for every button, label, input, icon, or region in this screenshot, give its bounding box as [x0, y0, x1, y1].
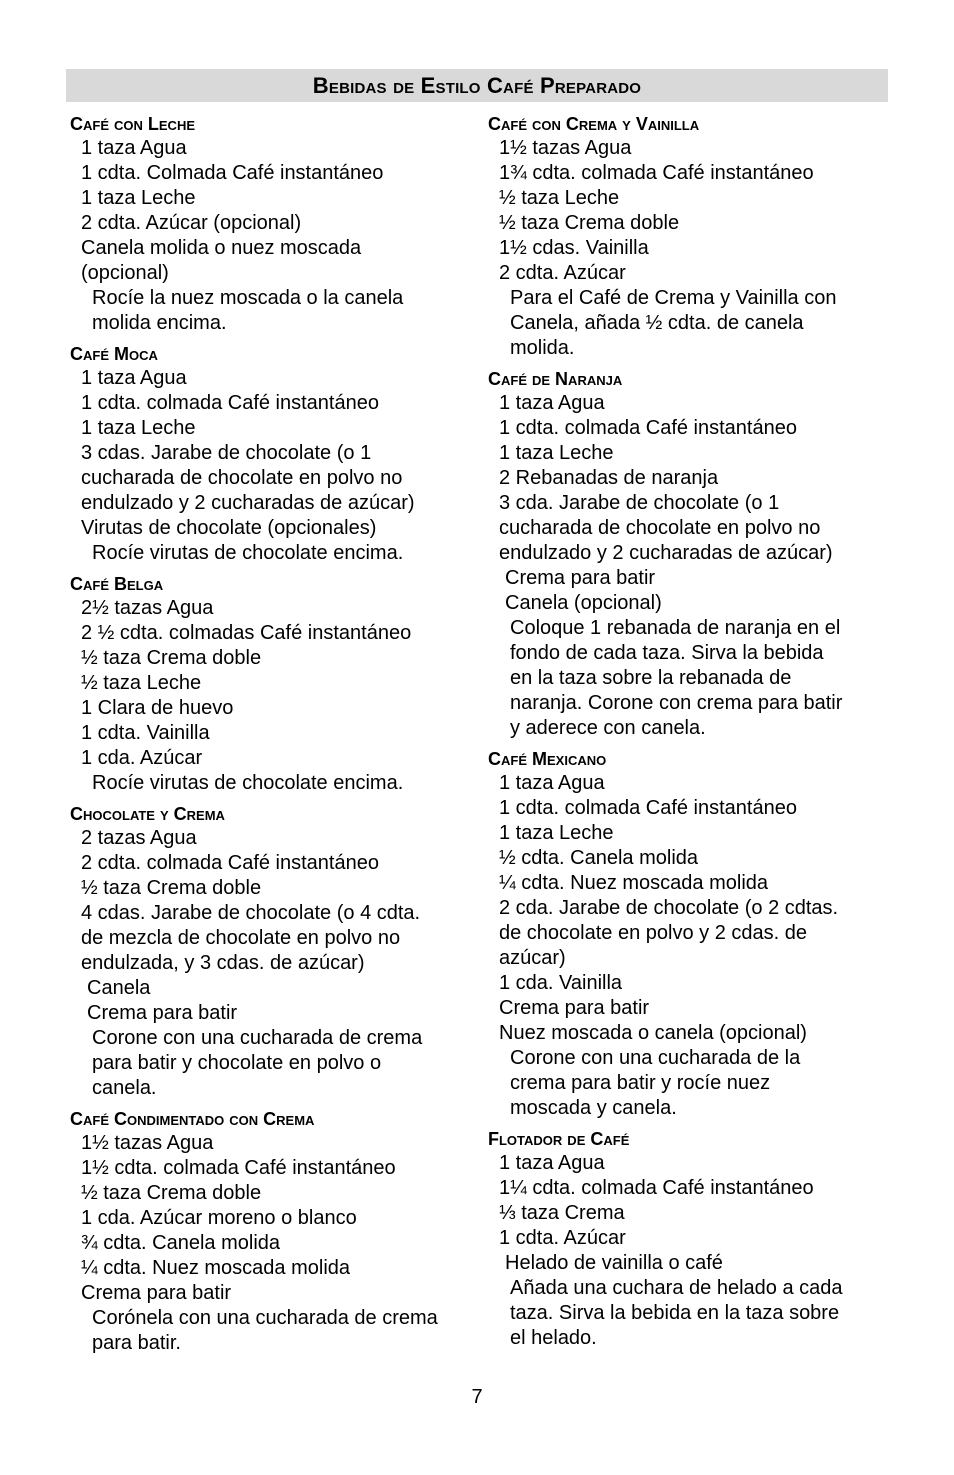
ingredient-line: ¼ cdta. Nuez moscada molida: [499, 872, 769, 894]
page-title: Bebidas de Estilo Café Preparado: [312, 73, 642, 98]
instruction-line: molida.: [510, 337, 575, 359]
instruction-line: Añada una cuchara de helado a cada: [510, 1277, 843, 1299]
ingredient-line: ¾ cdta. Canela molida: [81, 1232, 281, 1254]
ingredient-line: ⅓ taza Crema: [499, 1202, 625, 1224]
ingredient-line: 2 ½ cdta. colmadas Café instantáneo: [81, 622, 412, 644]
right-column: [488, 113, 883, 1358]
ingredient-line: ½ taza Crema doble: [499, 212, 680, 234]
instruction-line: crema para batir y rocíe nuez: [510, 1072, 771, 1094]
ingredient-line: ½ taza Crema doble: [81, 1182, 262, 1204]
ingredient-line: ½ taza Crema doble: [81, 877, 262, 899]
ingredient-line: azúcar): [499, 947, 566, 969]
ingredient-line: ¼ cdta. Nuez moscada molida: [81, 1257, 351, 1279]
recipe-title: Café Mexicano: [488, 749, 607, 769]
instruction-line: Corone con una cucharada de crema: [92, 1027, 423, 1049]
ingredient-line: endulzado y 2 cucharadas de azúcar): [499, 542, 833, 564]
ingredient-line: Crema para batir: [87, 1002, 238, 1024]
ingredient-line: 1 taza Leche: [81, 417, 196, 439]
ingredient-line: 2 Rebanadas de naranja: [499, 467, 719, 489]
ingredient-line: 1 cdta. Colmada Café instantáneo: [81, 162, 384, 184]
ingredient-line: 3 cda. Jarabe de chocolate (o 1: [499, 492, 780, 514]
recipe-cafe-mexicano: [488, 748, 883, 1121]
ingredient-line: ½ cdta. Canela molida: [499, 847, 699, 869]
recipe-title: Chocolate y Crema: [70, 804, 225, 824]
ingredient-line: ½ taza Crema doble: [81, 647, 262, 669]
ingredient-line: 1 cdta. colmada Café instantáneo: [81, 392, 379, 414]
instruction-line: en la taza sobre la rebanada de: [510, 667, 792, 689]
instruction-line: taza. Sirva la bebida en la taza sobre: [510, 1302, 840, 1324]
ingredient-line: (opcional): [81, 262, 169, 284]
ingredient-line: Crema para batir: [81, 1282, 232, 1304]
instruction-line: Corone con una cucharada de la: [510, 1047, 801, 1069]
ingredient-line: 2 tazas Agua: [81, 827, 197, 849]
ingredient-line: 1 taza Leche: [81, 187, 196, 209]
recipe-cafe-de-naranja: [488, 368, 883, 741]
ingredient-line: cucharada de chocolate en polvo no: [81, 467, 403, 489]
ingredient-line: 2½ tazas Agua: [81, 597, 214, 619]
ingredient-line: 2 cdta. colmada Café instantáneo: [81, 852, 379, 874]
ingredient-line: endulzado y 2 cucharadas de azúcar): [81, 492, 415, 514]
ingredient-line: Helado de vainilla o café: [505, 1252, 723, 1274]
instruction-line: Rocíe la nuez moscada o la canela: [92, 287, 404, 309]
recipe-title: Café Moca: [70, 344, 158, 364]
ingredient-line: 4 cdas. Jarabe de chocolate (o 4 cdta.: [81, 902, 421, 924]
ingredient-line: Canela: [87, 977, 151, 999]
ingredient-line: 1 taza Leche: [499, 442, 614, 464]
ingredient-line: 1½ cdta. colmada Café instantáneo: [81, 1157, 396, 1179]
ingredient-line: ½ taza Leche: [81, 672, 202, 694]
instruction-line: para batir.: [92, 1332, 181, 1354]
ingredient-line: 1½ tazas Agua: [81, 1132, 214, 1154]
instruction-line: el helado.: [510, 1327, 597, 1349]
ingredient-line: 3 cdas. Jarabe de chocolate (o 1: [81, 442, 372, 464]
ingredient-line: 2 cdta. Azúcar (opcional): [81, 212, 302, 234]
instruction-line: Para el Café de Crema y Vainilla con: [510, 287, 837, 309]
ingredient-line: 2 cdta. Azúcar: [499, 262, 626, 284]
instruction-line: Rocíe virutas de chocolate encima.: [92, 772, 404, 794]
recipe-flotador-de-cafe: [488, 1128, 883, 1351]
recipe-chocolate-y-crema: [70, 803, 470, 1101]
instruction-line: molida encima.: [92, 312, 227, 334]
instruction-line: Coloque 1 rebanada de naranja en el: [510, 617, 841, 639]
recipe-title: Café Belga: [70, 574, 164, 594]
ingredient-line: Crema para batir: [499, 997, 650, 1019]
ingredient-line: Nuez moscada o canela (opcional): [499, 1022, 807, 1044]
ingredient-line: Virutas de chocolate (opcionales): [81, 517, 377, 539]
page-number: 7: [471, 1386, 483, 1408]
instruction-line: Corónela con una cucharada de crema: [92, 1307, 438, 1329]
ingredient-line: endulzada, y 3 cdas. de azúcar): [81, 952, 365, 974]
ingredient-line: de chocolate en polvo y 2 cdas. de: [499, 922, 807, 944]
ingredient-line: 1¾ cdta. colmada Café instantáneo: [499, 162, 814, 184]
ingredient-line: cucharada de chocolate en polvo no: [499, 517, 821, 539]
ingredient-line: 1 cda. Azúcar: [81, 747, 203, 769]
instruction-line: y aderece con canela.: [510, 717, 706, 739]
recipe-cafe-con-leche: [70, 113, 470, 336]
ingredient-line: 1 cdta. Vainilla: [81, 722, 210, 744]
recipe-cafe-moca: [70, 343, 470, 566]
instruction-line: fondo de cada taza. Sirva la bebida: [510, 642, 824, 664]
recipe-title: Café Condimentado con Crema: [70, 1109, 315, 1129]
instruction-line: para batir y chocolate en polvo o: [92, 1052, 382, 1074]
title-banner: [66, 69, 888, 102]
recipe-cafe-belga: [70, 573, 470, 796]
ingredient-line: 1 taza Agua: [81, 137, 187, 159]
ingredient-line: 1 cdta. colmada Café instantáneo: [499, 797, 797, 819]
recipe-title: Café con Leche: [70, 114, 196, 134]
recipe-title: Café de Naranja: [488, 369, 623, 389]
ingredient-line: 1 taza Agua: [499, 392, 605, 414]
ingredient-line: 1 taza Agua: [499, 772, 605, 794]
ingredient-line: 1 taza Agua: [81, 367, 187, 389]
instruction-line: Rocíe virutas de chocolate encima.: [92, 542, 404, 564]
instruction-line: naranja. Corone con crema para batir: [510, 692, 843, 714]
recipe-cafe-con-crema-y-vainilla: [488, 113, 883, 361]
ingredient-line: 1 taza Agua: [499, 1152, 605, 1174]
ingredient-line: Canela (opcional): [505, 592, 662, 614]
ingredient-line: de mezcla de chocolate en polvo no: [81, 927, 401, 949]
ingredient-line: 1 Clara de huevo: [81, 697, 234, 719]
recipe-cafe-condimentado-con-crema: [70, 1108, 470, 1356]
ingredient-line: 1½ tazas Agua: [499, 137, 632, 159]
ingredient-line: 1½ cdas. Vainilla: [499, 237, 649, 259]
ingredient-line: 1 cdta. Azúcar: [499, 1227, 626, 1249]
ingredient-line: 1 cdta. colmada Café instantáneo: [499, 417, 797, 439]
ingredient-line: ½ taza Leche: [499, 187, 620, 209]
ingredient-line: 1 cda. Vainilla: [499, 972, 623, 994]
instruction-line: Canela, añada ½ cdta. de canela: [510, 312, 804, 334]
ingredient-line: 1 taza Leche: [499, 822, 614, 844]
left-column: [70, 113, 470, 1363]
recipe-title: Flotador de Café: [488, 1129, 630, 1149]
ingredient-line: 1¼ cdta. colmada Café instantáneo: [499, 1177, 814, 1199]
instruction-line: moscada y canela.: [510, 1097, 677, 1119]
ingredient-line: 1 cda. Azúcar moreno o blanco: [81, 1207, 357, 1229]
instruction-line: canela.: [92, 1077, 157, 1099]
ingredient-line: Canela molida o nuez moscada: [81, 237, 362, 259]
recipe-title: Café con Crema y Vainilla: [488, 114, 700, 134]
ingredient-line: Crema para batir: [505, 567, 656, 589]
ingredient-line: 2 cda. Jarabe de chocolate (o 2 cdtas.: [499, 897, 839, 919]
